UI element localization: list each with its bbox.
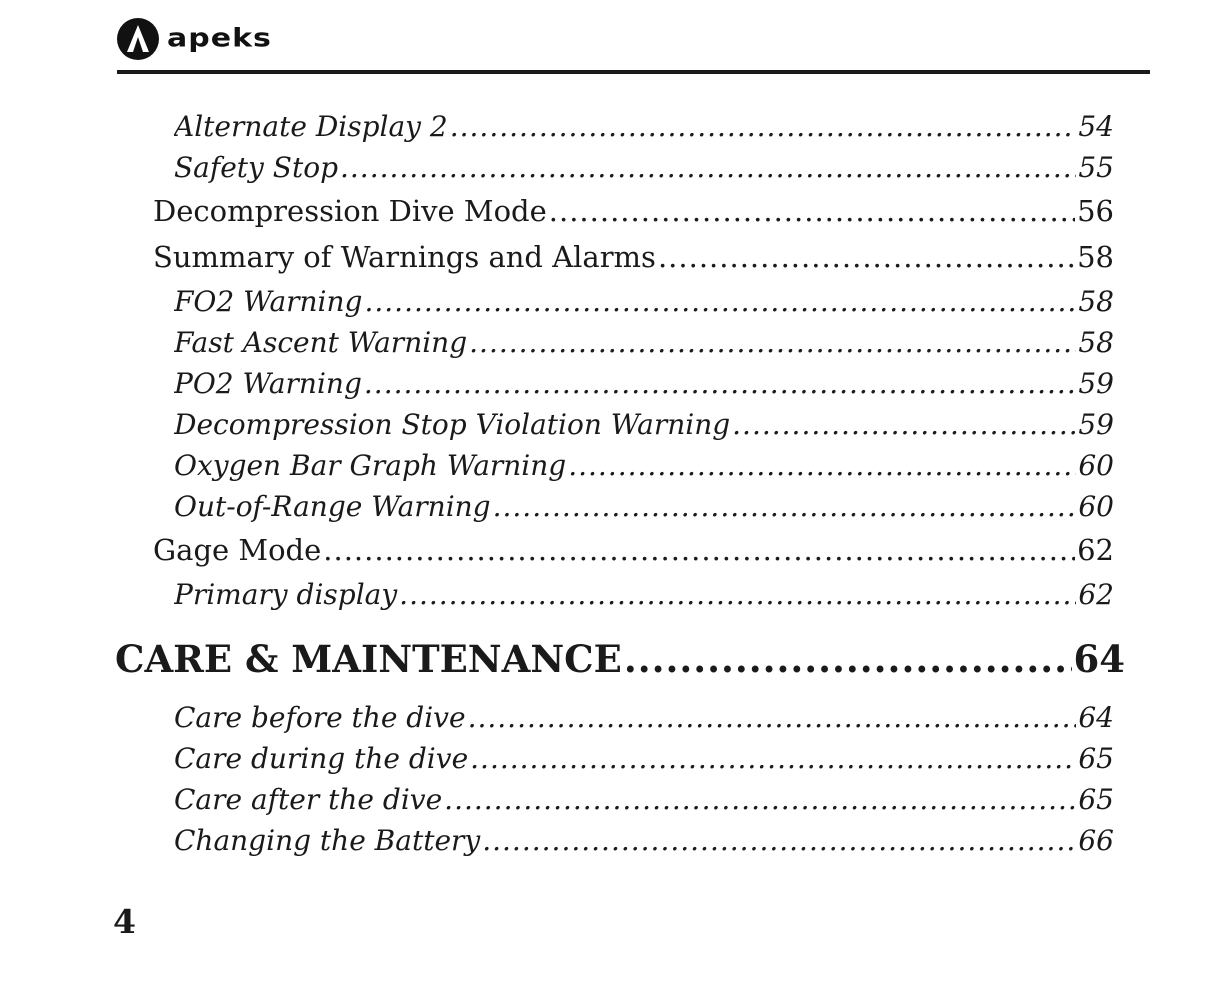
- page-number: 4: [113, 902, 136, 941]
- toc-leader: [549, 194, 1075, 228]
- toc-entry-title: Care before the dive: [174, 701, 466, 734]
- toc-entry[interactable]: [174, 408, 1114, 448]
- toc-entry-page: 58: [1078, 326, 1114, 359]
- toc-entry-page: 58: [1077, 240, 1114, 274]
- toc-entry-page: 54: [1078, 110, 1114, 143]
- toc-leader: [450, 110, 1077, 143]
- toc-entry-title: PO2 Warning: [174, 367, 362, 400]
- toc-leader: [468, 701, 1077, 734]
- toc-entry-page: 62: [1077, 533, 1114, 567]
- toc-entry-title: Care during the dive: [174, 742, 469, 775]
- toc-entry[interactable]: [174, 151, 1114, 191]
- toc-leader: [470, 742, 1076, 775]
- toc-entry[interactable]: [174, 824, 1114, 864]
- toc-leader: [568, 449, 1076, 482]
- logo-wordmark: apeks: [167, 23, 272, 54]
- toc-entry[interactable]: [174, 367, 1114, 407]
- toc-entry-title: CARE & MAINTENANCE: [115, 637, 622, 681]
- toc-entry-title: Gage Mode: [153, 533, 322, 567]
- toc-entry-title: Out-of-Range Warning: [174, 490, 491, 523]
- toc-entry-title: Alternate Display 2: [174, 110, 448, 143]
- toc-entry-page: 56: [1077, 194, 1114, 228]
- toc-entry-page: 64: [1073, 637, 1125, 681]
- toc-leader: [399, 578, 1076, 611]
- toc-leader: [444, 783, 1076, 816]
- toc-leader: [482, 824, 1076, 857]
- toc-entry[interactable]: [174, 326, 1114, 366]
- toc-entry[interactable]: [153, 194, 1114, 236]
- toc-leader: [493, 490, 1077, 523]
- toc-leader: [364, 367, 1076, 400]
- toc-entry-page: 65: [1078, 783, 1114, 816]
- toc-entry-page: 60: [1078, 490, 1114, 523]
- toc-entry-title: Decompression Stop Violation Warning: [174, 408, 731, 441]
- toc-entry-page: 66: [1078, 824, 1114, 857]
- toc-leader: [323, 533, 1075, 567]
- toc-entry[interactable]: [174, 578, 1114, 618]
- toc-entry-title: Fast Ascent Warning: [174, 326, 468, 359]
- toc-entry-title: Oxygen Bar Graph Warning: [174, 449, 567, 482]
- toc-entry-title: Changing the Battery: [174, 824, 481, 857]
- toc-entry-title: Primary display: [174, 578, 398, 611]
- toc-entry-page: 55: [1078, 151, 1114, 184]
- toc-entry-page: 59: [1078, 367, 1114, 400]
- toc-leader: [340, 151, 1076, 184]
- toc-leader: [469, 326, 1076, 359]
- toc-entry-page: 58: [1078, 285, 1114, 318]
- toc-entry-title: Summary of Warnings and Alarms: [153, 240, 656, 274]
- toc-leader: [658, 240, 1075, 274]
- toc-entry[interactable]: [153, 533, 1114, 575]
- toc-entry-page: 59: [1078, 408, 1114, 441]
- toc-entry[interactable]: [174, 490, 1114, 530]
- toc-entry-title: Safety Stop: [174, 151, 338, 184]
- toc-entry-title: Decompression Dive Mode: [153, 194, 547, 228]
- toc-entry[interactable]: [174, 449, 1114, 489]
- toc-chapter-entry[interactable]: [115, 637, 1125, 687]
- toc-entry-title: Care after the dive: [174, 783, 443, 816]
- toc-leader: [624, 637, 1072, 681]
- toc-entry[interactable]: [153, 240, 1114, 282]
- toc-entry[interactable]: [174, 742, 1114, 782]
- toc-entry[interactable]: [174, 285, 1114, 325]
- toc-entry[interactable]: [174, 701, 1114, 741]
- toc-leader: [732, 408, 1076, 441]
- toc-entry[interactable]: [174, 783, 1114, 823]
- toc-leader: [364, 285, 1076, 318]
- toc-entry-page: 64: [1078, 701, 1114, 734]
- toc-entry-title: FO2 Warning: [174, 285, 363, 318]
- toc-entry[interactable]: [174, 110, 1114, 150]
- toc-entry-page: 60: [1078, 449, 1114, 482]
- toc-entry-page: 62: [1078, 578, 1114, 611]
- toc-entry-page: 65: [1078, 742, 1114, 775]
